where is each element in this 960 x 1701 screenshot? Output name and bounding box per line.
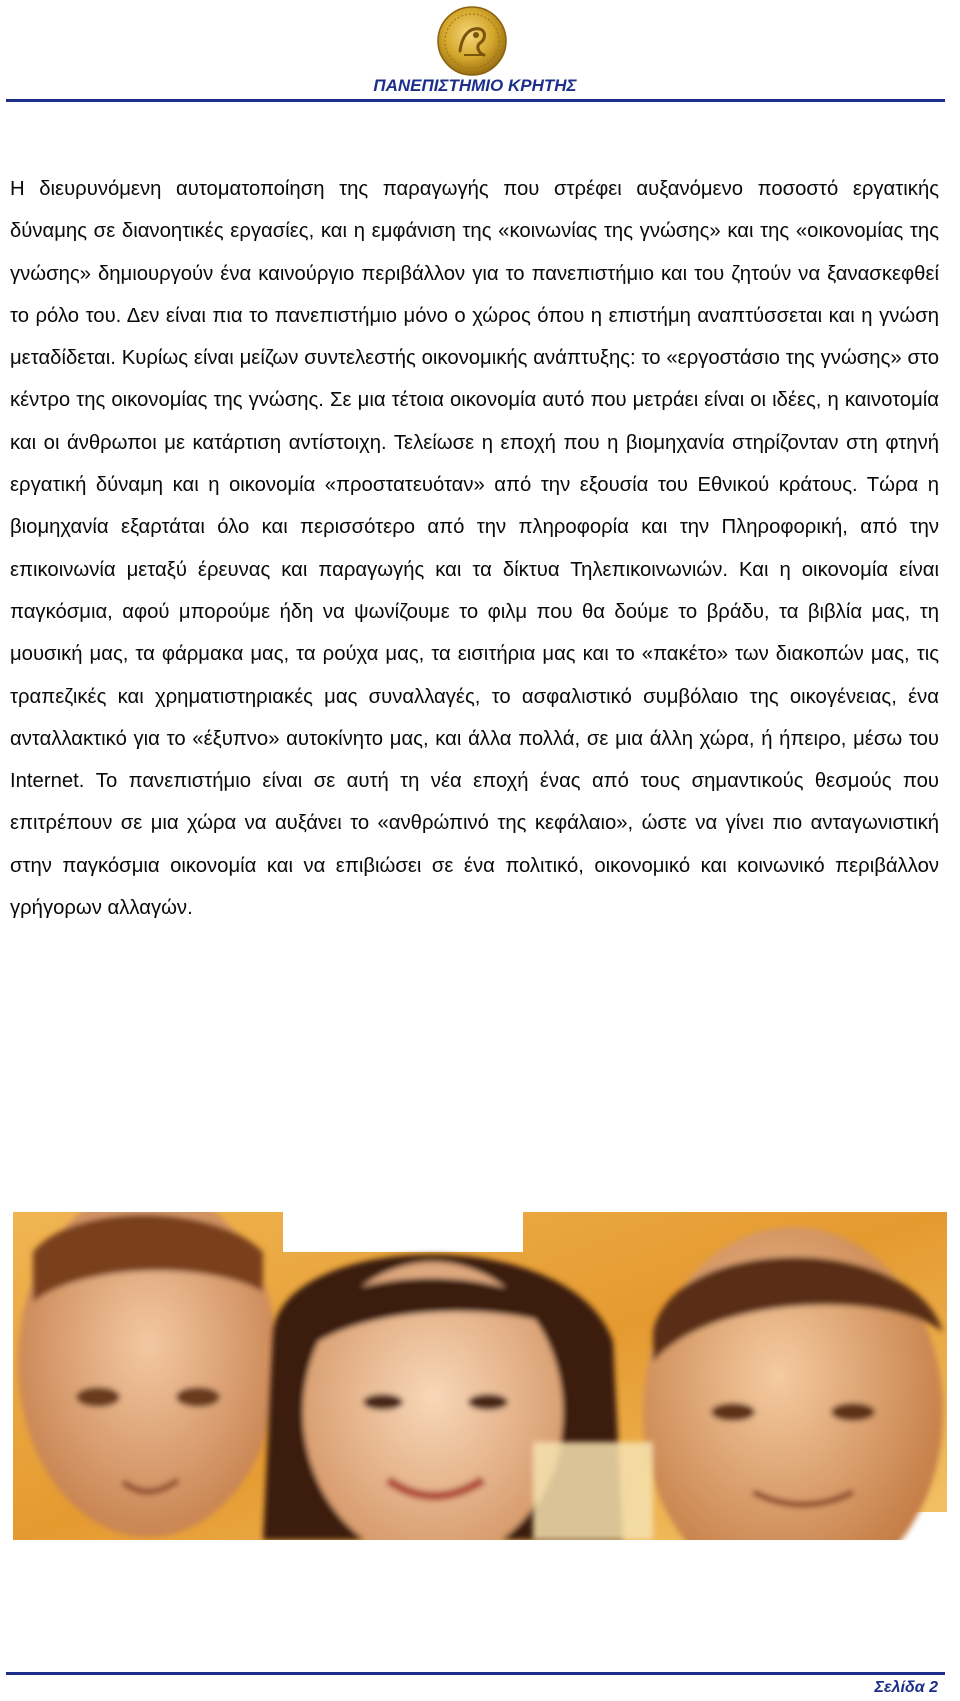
page-header <box>0 0 960 104</box>
faces-photo-strip <box>13 1212 947 1540</box>
header-divider <box>6 99 945 102</box>
university-seal-icon <box>436 5 508 77</box>
page-number: Σελίδα 2 <box>874 1679 938 1696</box>
university-name: ΠΑΝΕΠΙΣΤΗΜΙΟ ΚΡΗΤΗΣ <box>373 76 577 95</box>
body-paragraph: Η διευρυνόμενη αυτοματοποίηση της παραγωγής που στρέφει αυξανόμενο ποσοστό εργατικής δύναμης σε διανοητικές εργασίες, και η εμφάνιση της «κοινωνίας της γνώσης» και της «οικονομίας της γνώσης» δημιουργούν ένα καινούργιο περιβάλλον για το πανεπιστήμιο και του ζητούν να ξανασκεφθεί το ρόλο του. Δεν είναι πια το πανεπιστήμιο μόνο ο χώρος όπου η επιστήμη αναπτύσσεται και η γνώση μεταδίδεται. Κυρίως είναι μείζων συντελεστής οικονομικής ανάπτυξης: το «εργοστάσιο της γνώσης» στο κέντρο της οικονομίας της γνώσης. Σε μια τέτοια οικονομία αυτό που μετράει είναι οι ιδέες, η καινοτομία και οι άνθρωποι με κατάρτιση αντίστοιχη. Τελείωσε η εποχή που η βιομηχανία στηρίζονταν στη φτηνή εργατική δύναμη και η οικονομία «προστατευόταν» από την εξουσία του Εθνικού κράτους. Τώρα η βιομηχανία εξαρτάται όλο και περισσότερο από την πληροφορία και την Πληροφορική, από την επικοινωνία μεταξύ έρευνας και παραγωγής και τα δίκτυα Τηλεπικοινωνιών. Και η οικονομία είναι παγκόσμια, αφού μπορούμε ήδη να ψωνίζουμε το φιλμ που θα δούμε το βράδυ, τα βιβλία μας, τη μουσική μας, τα φάρμακα μας, τα ρούχα μας, τα εισιτήρια μας και το «πακέτο» των διακοπών μας, τις τραπεζικές και χρηματιστηριακές μας συναλλαγές, το ασφαλιστικό συμβόλαιο της οικογένειας, ένα ανταλλακτικό για το «έξυπνο» αυτοκίνητο μας, και άλλα πολλά, σε μια άλλη χώρα, ή ήπειρο, μέσω του Internet. Το πανεπιστήμιο είναι σε αυτή τη νέα εποχή ένας από τους σημαντικούς θεσμούς που επιτρέπουν σε μια χώρα να αυξάνει το «ανθρώπινό της κεφάλαιο», ώστε να γίνει πιο ανταγωνιστική στην παγκόσμια οικονομία και να επιβιώσει σε ένα πολιτικό, οικονομικό και κοινωνικό περιβάλλον γρήγορων αλλαγών. <box>10 178 939 920</box>
footer-divider <box>6 1672 945 1675</box>
